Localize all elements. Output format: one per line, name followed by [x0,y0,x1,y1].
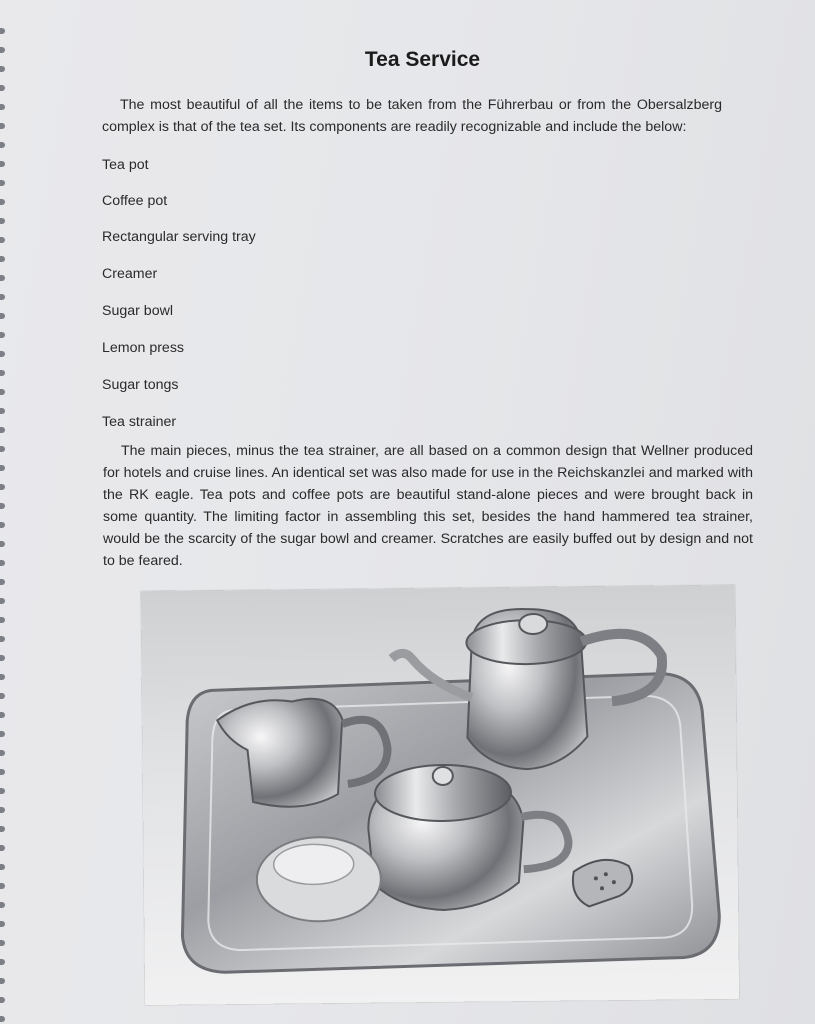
binding-hole [0,142,5,148]
binding-hole [0,750,5,756]
spiral-binding-holes [0,0,8,1024]
binding-hole [0,997,5,1003]
binding-hole [0,560,5,566]
list-item-lemon-press: Lemon press [102,340,185,356]
page-title: Tea Service [364,48,481,71]
body-paragraph [103,440,753,572]
binding-hole [0,598,5,604]
intro-paragraph [102,94,722,138]
list-item-tea-pot: Tea pot [102,157,149,173]
binding-hole [0,161,5,167]
binding-hole [0,693,5,699]
binding-hole [0,902,5,908]
binding-hole [0,1016,5,1022]
binding-hole [0,275,5,281]
binding-hole [0,940,5,946]
list-item-creamer: Creamer [102,266,158,282]
binding-hole [0,104,5,110]
binding-hole [0,332,5,338]
binding-hole [0,351,5,357]
list-item-serving-tray: Rectangular serving tray [102,229,256,245]
list-item-coffee-pot: Coffee pot [102,193,168,209]
binding-hole [0,408,5,414]
binding-hole [0,712,5,718]
intro-text: The most beautiful of all the items to be taken from the Führerbau or from the Obersalzberg complex is that of the tea set. Its components are readily recognizable and include the below: [102,97,722,135]
binding-hole [0,845,5,851]
binding-hole [0,522,5,528]
binding-hole [0,180,5,186]
binding-hole [0,503,5,509]
list-item-sugar-tongs: Sugar tongs [102,377,179,393]
binding-hole [0,959,5,965]
binding-hole [0,579,5,585]
binding-hole [0,636,5,642]
binding-hole [0,256,5,262]
tea-set-photo [141,585,739,1005]
binding-hole [0,826,5,832]
binding-hole [0,921,5,927]
binding-hole [0,28,5,34]
binding-hole [0,85,5,91]
binding-hole [0,617,5,623]
binding-hole [0,237,5,243]
binding-hole [0,484,5,490]
binding-hole [0,788,5,794]
binding-hole [0,123,5,129]
binding-hole [0,674,5,680]
binding-hole [0,864,5,870]
body-text: The main pieces, minus the tea strainer, are all based on a common design that Wellner produced for hotels and cruise lines. An identical set was also made for use in the Reichskanzlei and marked with the RK eagle. Tea pots and coffee pots are beautiful stand-alone pieces and were brought back in some quantity. The limiting factor in assembling this set, besides the hand hammered tea strainer, would be the scarcity of the sugar bowl and creamer. Scratches are easily buffed out by design and not to be feared. [103,443,753,569]
binding-hole [0,218,5,224]
binding-hole [0,446,5,452]
binding-hole [0,465,5,471]
binding-hole [0,370,5,376]
binding-hole [0,389,5,395]
binding-hole [0,199,5,205]
binding-hole [0,978,5,984]
binding-hole [0,427,5,433]
binding-hole [0,731,5,737]
binding-hole [0,807,5,813]
binding-hole [0,655,5,661]
list-item-sugar-bowl: Sugar bowl [102,303,173,319]
binding-hole [0,541,5,547]
list-item-tea-strainer: Tea strainer [102,414,177,430]
binding-hole [0,883,5,889]
binding-hole [0,294,5,300]
binding-hole [0,769,5,775]
binding-hole [0,313,5,319]
